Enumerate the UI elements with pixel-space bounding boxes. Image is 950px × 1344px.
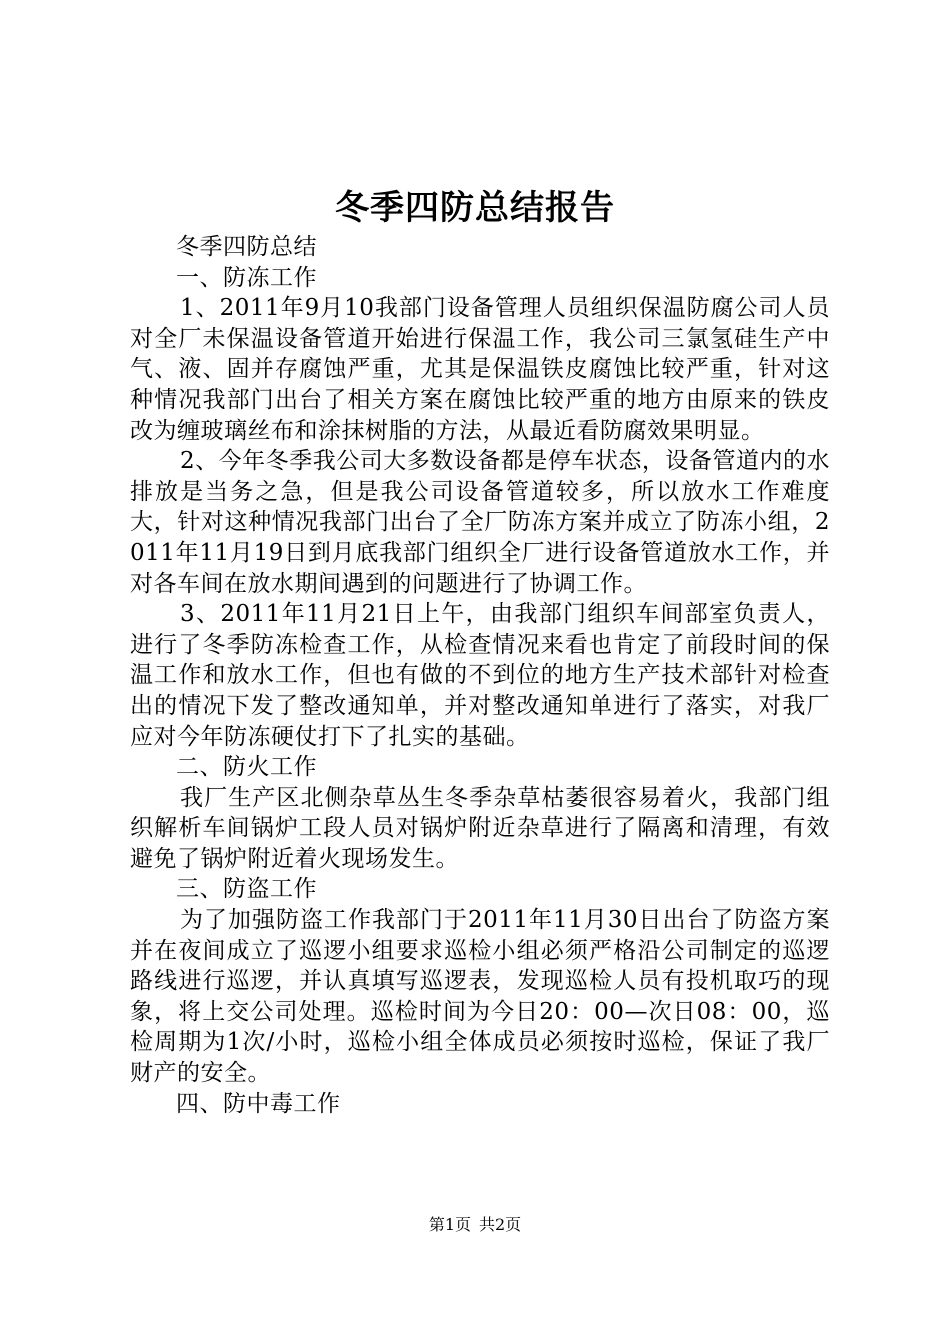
page-footer — [0, 1213, 950, 1237]
page-number: 第1页 — [428, 1215, 471, 1234]
section-heading-poisoning: 四、防中毒工作 — [176, 1090, 341, 1117]
section-heading-antifreeze: 一、防冻工作 — [176, 264, 317, 291]
paragraph-antifreeze-1: 1、2011年9月10我部门设备管理人员组织保温防腐公司人员对全厂未保温设备管道开始进行保温工作，我公司三氯氢硅生产中气、液、固并存腐蚀严重，尤其是保温铁皮腐蚀比较严重，针对这种情况我部门出台了相关方案在腐蚀比较严重的地方由原来的铁皮改为缠玻璃丝布和涂抹树脂的方法，从最近看防腐效果明显。 — [130, 295, 830, 444]
paragraph-theft: 为了加强防盗工作我部门于2011年11月30日出台了防盗方案并在夜间成立了巡逻小组要求巡检小组必须严格沿公司制定的巡逻路线进行巡逻，并认真填写巡逻表，发现巡检人员有投机取巧的现象，将上交公司处理。巡检时间为今日20：00—次日08：00，巡检周期为1次/小时，巡检小组全体成员必须按时巡检，保证了我厂财产的安全。 — [130, 907, 830, 1087]
paragraph-heading: 冬季四防总结 — [176, 234, 317, 260]
paragraph-fire: 我厂生产区北侧杂草丛生冬季杂草枯萎很容易着火，我部门组织解析车间锅炉工段人员对锅炉附近杂草进行了隔离和清理，有效避免了锅炉附近着火现场发生。 — [130, 784, 830, 872]
section-heading-fire: 二、防火工作 — [176, 754, 317, 781]
page-total: 共2页 — [479, 1215, 522, 1234]
section-heading-theft: 三、防盗工作 — [176, 876, 317, 903]
paragraph-antifreeze-2: 2、今年冬季我公司大多数设备都是停车状态，设备管道内的水排放是当务之急，但是我公司设备管道较多，所以放水工作难度大，针对这种情况我部门出台了全厂防冻方案并成立了防冻小组，2011年11月19日到月底我部门组织全厂进行设备管道放水工作，并对各车间在放水期间遇到的问题进行了协调工作。 — [130, 448, 830, 597]
paragraph-antifreeze-3: 3、2011年11月21日上午，由我部门组织车间部室负责人，进行了冬季防冻检查工作，从检查情况来看也肯定了前段时间的保温工作和放水工作，但也有做的不到位的地方生产技术部针对检查出的情况下发了整改通知单，并对整改通知单进行了落实，对我厂应对今年防冻硬仗打下了扎实的基础。 — [130, 601, 830, 750]
document-title: 冬季四防总结报告 — [335, 188, 615, 228]
document-body — [130, 232, 830, 1119]
